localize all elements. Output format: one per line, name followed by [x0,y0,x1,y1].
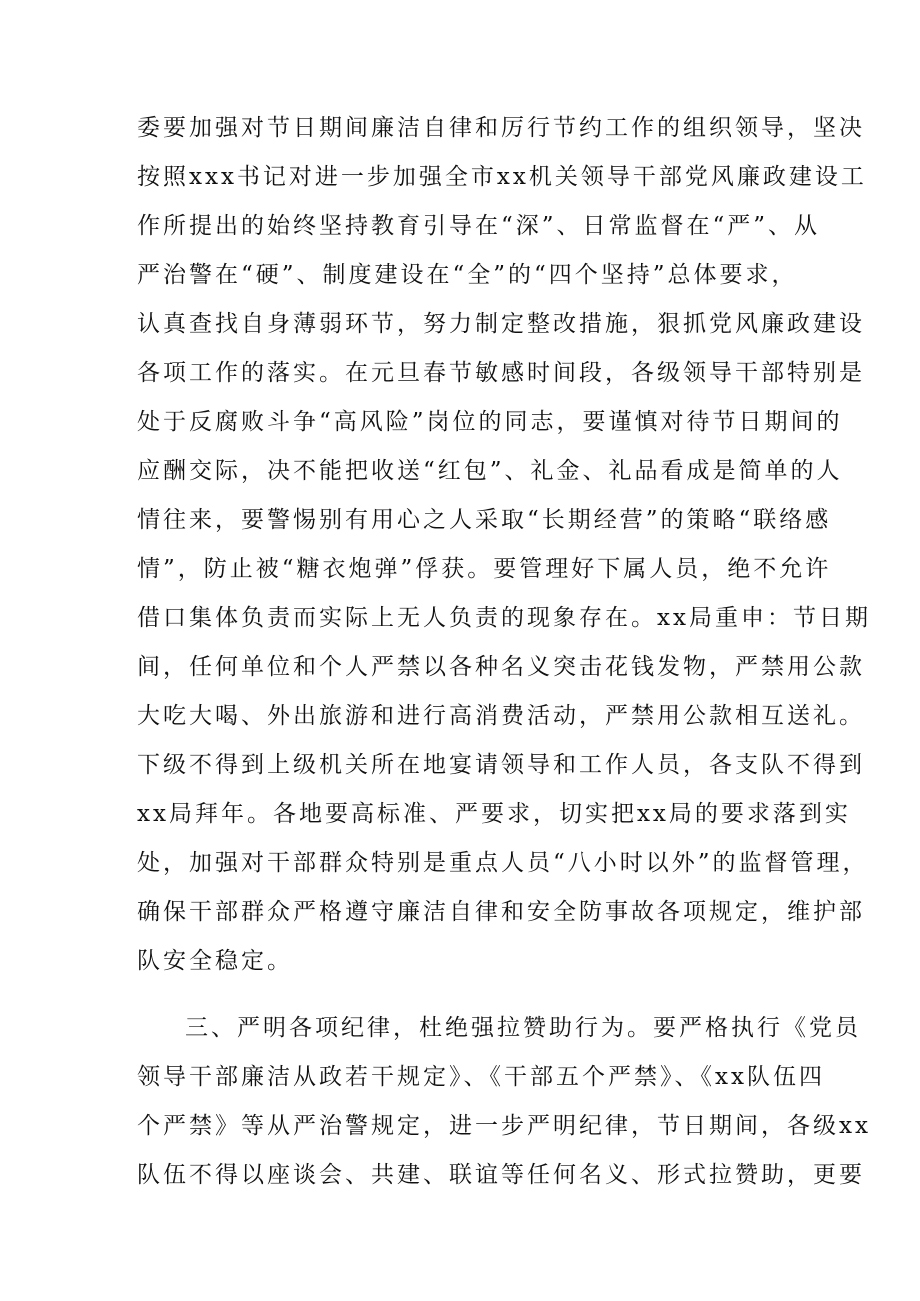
text-line: 间，任何单位和个人严禁以各种名义突击花钱发物，严禁用公款 [137,654,865,680]
text-line: 应酬交际，决不能把收送“红包”、礼金、礼品看成是简单的人 [137,458,843,484]
text-line: 处，加强对干部群众特别是重点人员“八小时以外”的监督管理， [137,850,869,876]
text-line: 借口集体负责而实际上无人负责的现象存在。xx局重申：节日期 [137,605,871,631]
text-line: 领导干部廉洁从政若干规定》、《干部五个严禁》、《xx队伍四 [137,1064,825,1090]
text-line: 处于反腐败斗争“高风险”岗位的同志，要谨慎对待节日期间的 [137,409,843,435]
text-line: xx局拜年。各地要高标准、严要求，切实把xx局的要求落到实 [137,801,851,827]
text-line: 个严禁》等从严治警规定，进一步严明纪律，节日期间，各级xx [137,1113,871,1139]
text-line: 队伍不得以座谈会、共建、联谊等任何名义、形式拉赞助，更要 [137,1162,865,1188]
text-line: 严治警在“硬”、制度建设在“全”的“四个坚持”总体要求， [137,262,798,288]
text-line: 情往来，要警惕别有用心之人采取“长期经营”的策略“联络感 [137,507,832,533]
text-line: 情”，防止被“糖衣炮弹”俘获。要管理好下属人员，绝不允许 [137,556,832,582]
text-line: 委要加强对节日期间廉洁自律和厉行节约工作的组织领导，坚决 [137,115,865,141]
text-line: 作所提出的始终坚持教育引导在“深”、日常监督在“严”、从 [137,213,821,239]
text-line: 队安全稳定。 [137,948,293,974]
text-line: 按照xxx书记对进一步加强全市xx机关领导干部党风廉政建设工 [137,164,867,190]
text-line: 各项工作的落实。在元旦春节敏感时间段，各级领导干部特别是 [137,360,865,386]
text-line: 确保干部群众严格遵守廉洁自律和安全防事故各项规定，维护部 [137,899,865,925]
text-line: 认真查找自身薄弱环节，努力制定整改措施，狠抓党风廉政建设 [137,311,865,337]
text-line: 下级不得到上级机关所在地宴请领导和工作人员，各支队不得到 [137,752,865,778]
text-line: 大吃大喝、外出旅游和进行高消费活动，严禁用公款相互送礼。 [137,703,865,729]
text-line: 三、严明各项纪律，杜绝强拉赞助行为。要严格执行《党员 [185,1015,861,1041]
